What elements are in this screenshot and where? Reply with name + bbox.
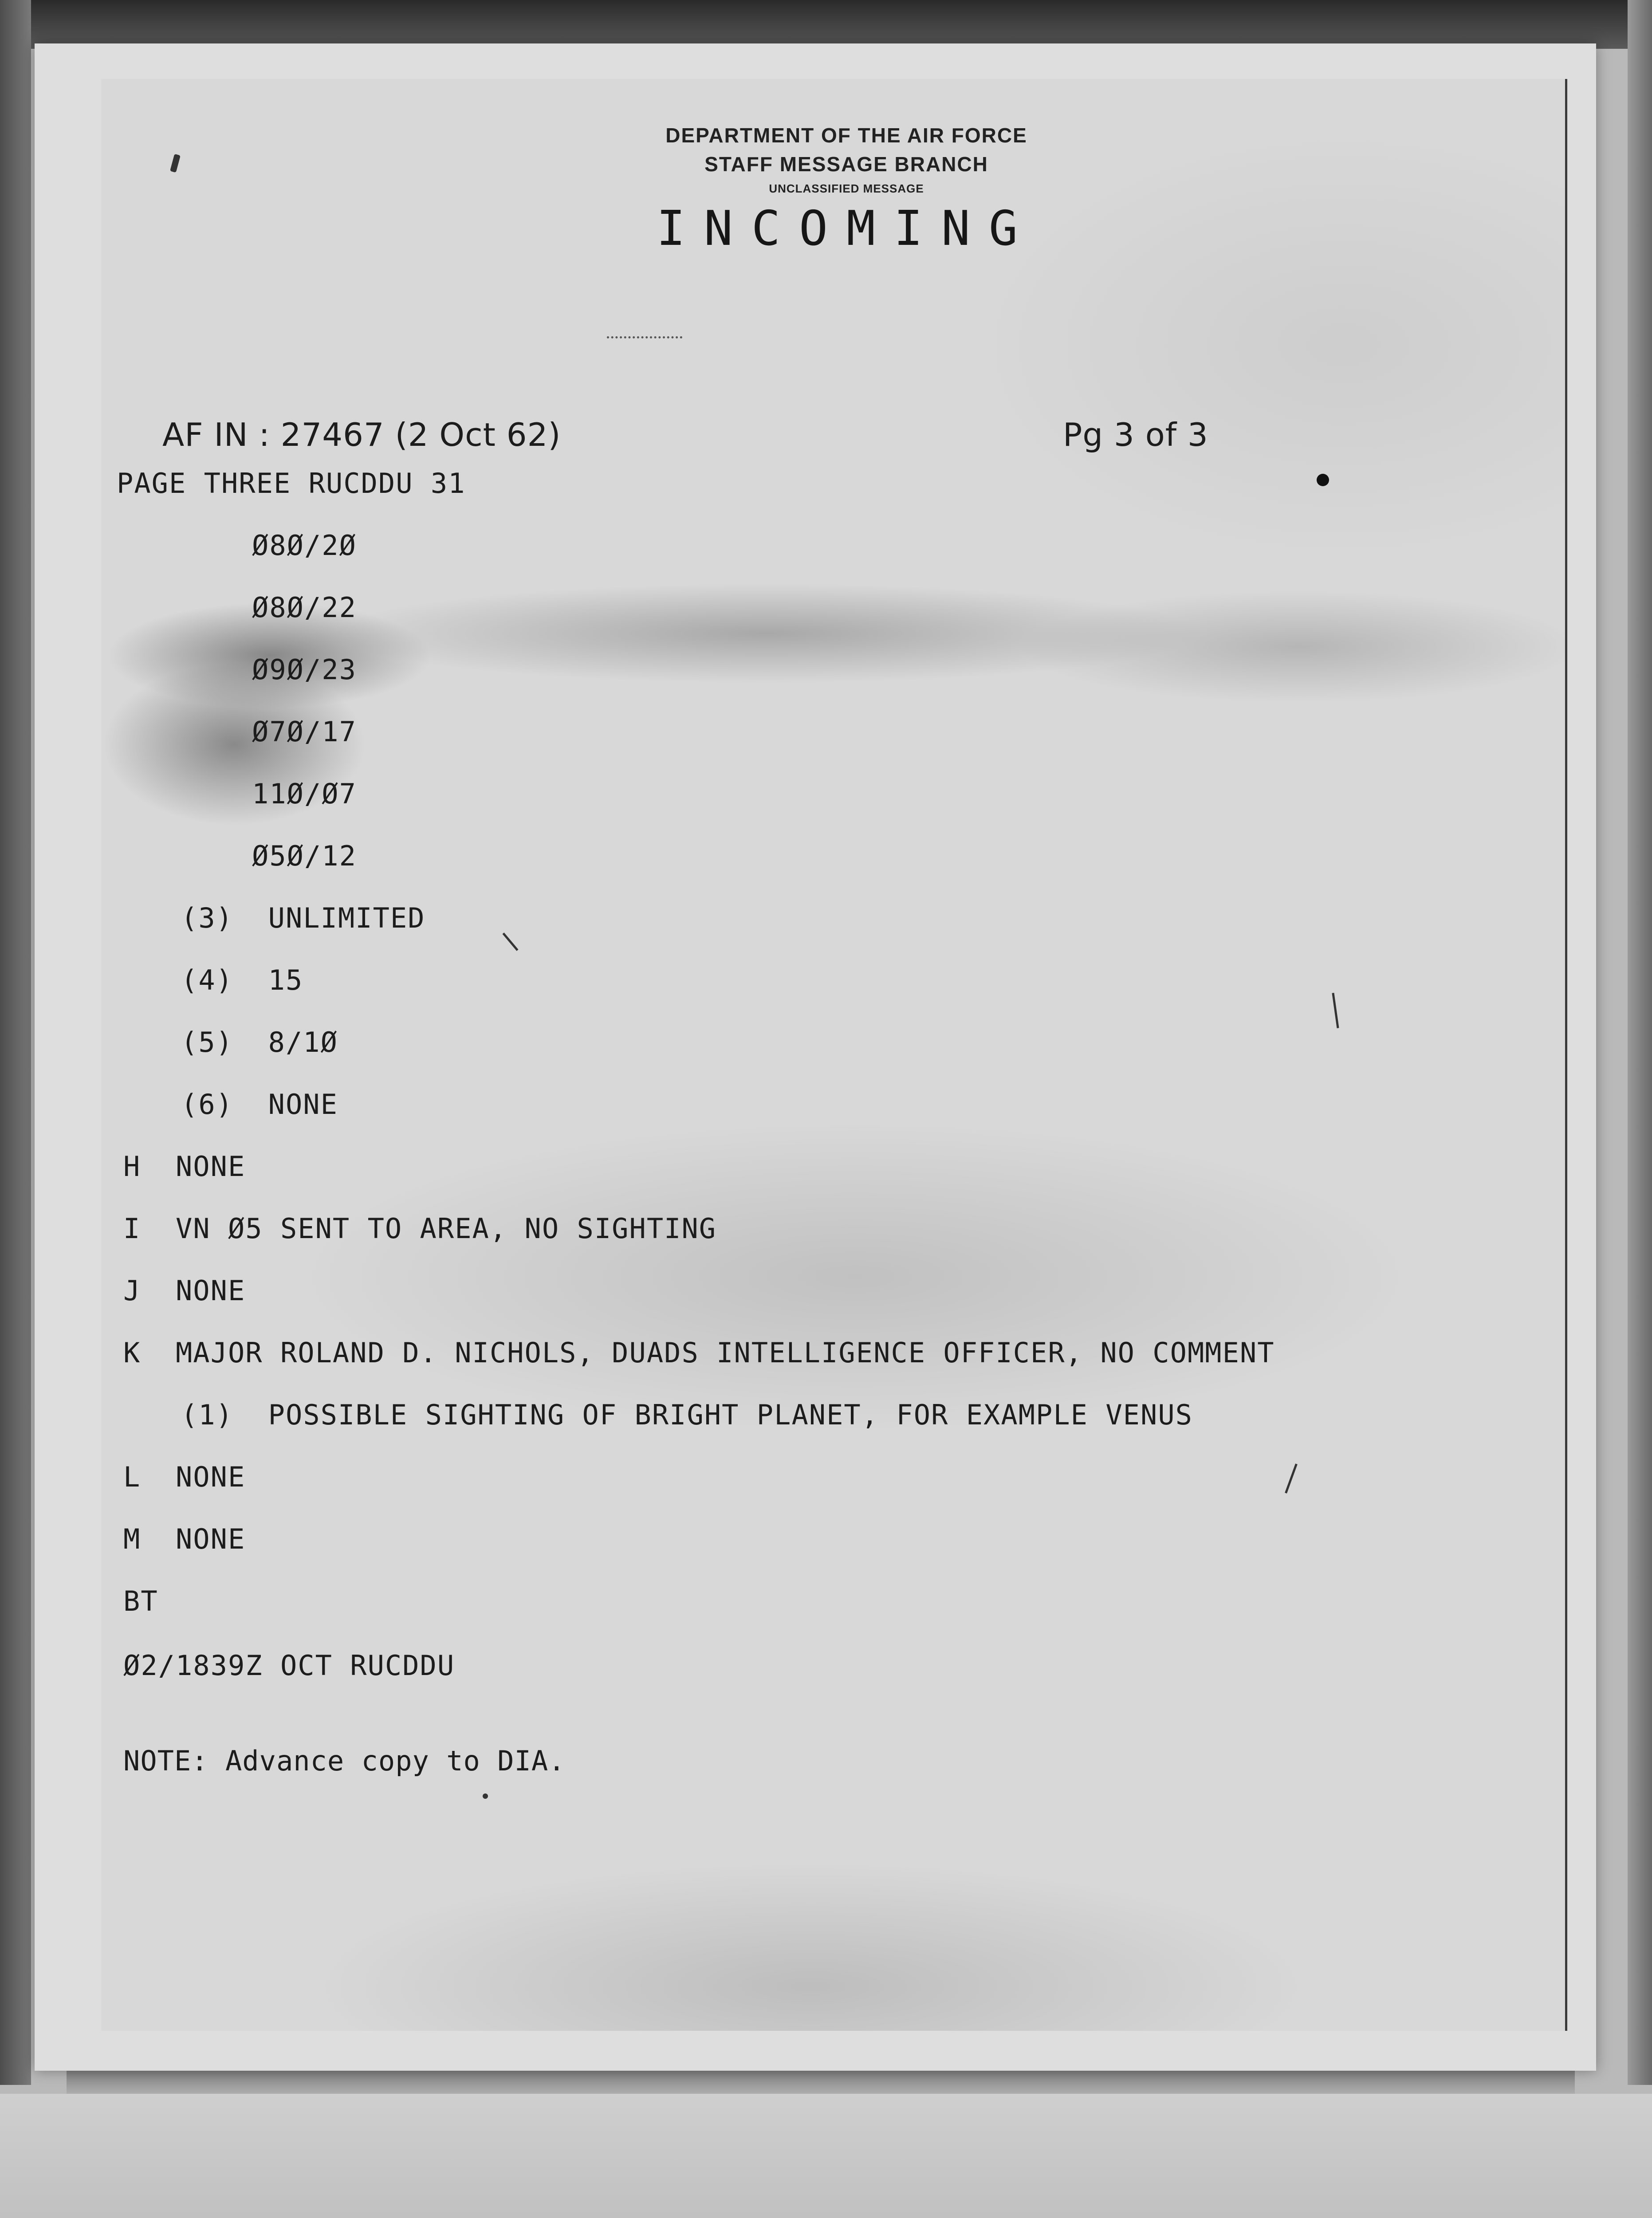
message-sheet: [35, 43, 1596, 2071]
classification-header: UNCLASSIFIED MESSAGE: [769, 182, 924, 195]
wind-line: Ø5Ø/12: [252, 840, 357, 872]
scanner-bed: [0, 2094, 1652, 2218]
ink-dot: [1317, 474, 1329, 486]
wind-line: Ø9Ø/23: [252, 653, 357, 686]
wind-line: Ø7Ø/17: [252, 716, 357, 748]
wind-line: Ø8Ø/2Ø: [252, 529, 357, 562]
branch-header: STAFF MESSAGE BRANCH: [704, 153, 988, 176]
item-4: (4) 15: [181, 964, 303, 996]
scanner-edge-left: [0, 0, 31, 2085]
item-h: H NONE: [123, 1150, 246, 1183]
department-header: DEPARTMENT OF THE AIR FORCE: [665, 124, 1027, 147]
item-j: J NONE: [123, 1274, 246, 1307]
scanner-edge-top: [0, 0, 1652, 49]
item-l: L NONE: [123, 1461, 246, 1493]
scanner-edge-right: [1628, 0, 1652, 2085]
item-k: K MAJOR ROLAND D. NICHOLS, DUADS INTELLIGENCE OFFICER, NO COMMENT: [123, 1337, 1275, 1369]
item-5: (5) 8/1Ø: [181, 1026, 338, 1058]
page-number: Pg 3 of 3: [1063, 416, 1208, 453]
date-time-group: Ø2/1839Z OCT RUCDDU: [123, 1649, 455, 1682]
item-i: I VN Ø5 SENT TO AREA, NO SIGHTING: [123, 1212, 717, 1245]
incoming-title: INCOMING: [656, 201, 1037, 256]
break-marker: BT: [123, 1585, 158, 1617]
item-6: (6) NONE: [181, 1088, 338, 1121]
item-3: (3) UNLIMITED: [181, 902, 425, 934]
item-m: M NONE: [123, 1523, 246, 1555]
page-line: PAGE THREE RUCDDU 31: [117, 467, 466, 499]
af-in-reference: AF IN : 27467 (2 Oct 62): [162, 416, 561, 453]
wind-line: 11Ø/Ø7: [252, 778, 357, 810]
dash-mark: [607, 336, 682, 341]
wind-line: Ø8Ø/22: [252, 591, 357, 624]
ink-speck: [483, 1793, 488, 1799]
item-k-1: (1) POSSIBLE SIGHTING OF BRIGHT PLANET, FOR EXAMPLE VENUS: [181, 1399, 1193, 1431]
distribution-note: NOTE: Advance copy to DIA.: [123, 1745, 566, 1777]
